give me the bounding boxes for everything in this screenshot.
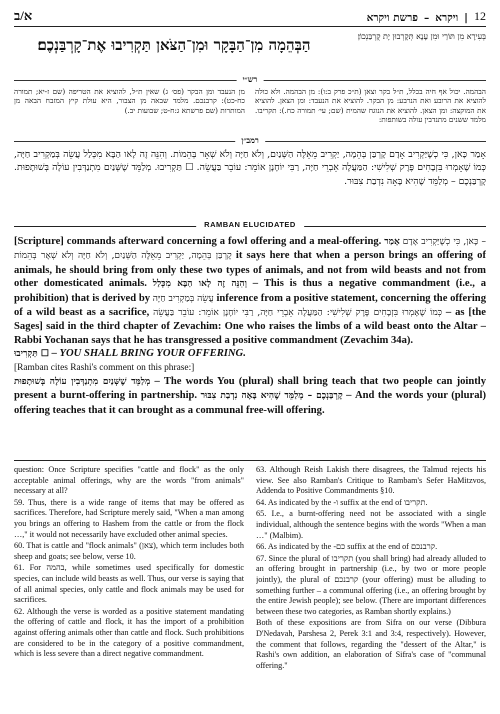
- footnote: 66. As indicated by the -כם suffix at the end of קרבנכם.: [256, 542, 438, 552]
- rashi-right-column: הבהמה. יכול אף חיה בכלל, ת״ל בקר וצאן (ת״כ פרק ב:ו): מן הבהמה. ולא כולה להוציא את הרובע ואת הנרבע: מן הבקר. להוציא את הנעבד: ומן הצאן. להוציא את המוקצה: ומן הצאן. להוציא את הנוגח שהמית (שם; עי׳ תמורה כח.): תקריבו. מלמד ששנים מתנדבין עולה בשותפות:: [255, 87, 486, 124]
- footnote: 60. That is cattle and "flock animals" (צאן), which term includes both sheep and goats; see below, verse 10.: [14, 541, 244, 561]
- footnote: 59. Thus, there is a wide range of items that may be offered as sacrifices. Therefore, had Scripture merely said, "When a man among you brings an offering to Hashem from the cattle or from the flock …," it would not necessarily have excluded other animal species.: [14, 497, 244, 539]
- footnote: Both of these expositions are from Sifra on our verse (Dibbura D'Nedavah, Parshesa 2, Perek 3:1 and 3:4, respectively). However, the comment that follows, regarding the "dessert of the Altar," is Rashi's own addition, an elaboration of Sifra's case of "communal offering.": [256, 618, 486, 670]
- parsha-name: פרשת ויקרא: [366, 12, 418, 24]
- eluc-p4-he-b: קָרְבַּנְכֶם – מְלַמֵּד שֶׁהִיא בָּאָה נִדְבַת צִבּוּר: [200, 391, 343, 402]
- eluc-p1-he-kmo: כְּמוֹ שֶׁאָמְרוּ בִּזְבָחִים פֶּרֶק שְׁלִישִׁי: הַמַּעֲלֶה אֵבְרֵי חַיָּה, רַבִּי יוֹחָנָן אוֹמֵר: עוֹבֵר בַּעֲשֵׂה: [153, 308, 443, 319]
- elucidated-label: RAMBAN ELUCIDATED: [196, 220, 304, 229]
- page-number: 12: [474, 9, 486, 23]
- elucidated-paragraph-1: [14, 235, 486, 347]
- header-right: [367, 9, 486, 24]
- verse-hebrew: הַבְּהֵמָה מִן־הַבָּקָר וּמִן־הַצֹּאן תַּקְרִיבוּ אֶת־קָרְבַּנְכֶם׃: [37, 36, 311, 54]
- eluc-p1-he-kan: – כָּאן, כִּי כְשֶׁיַּקְרִיב אָדָם קָרְבַּן בְּהֵמָה, יַקְרִיב מֵאֵלֶּה הַשְּׁנַיִם, וְלֹא חַיָּה וְלֹא שְׁאָר בְּהֵמוֹת: [14, 237, 486, 262]
- eluc-p4-a: – The words You (plural) shall bring teach that two people can jointly present a burnt-offering in partnership.: [14, 376, 486, 402]
- footnotes-left-column: [14, 461, 244, 705]
- book-name: ויקרא: [435, 12, 459, 24]
- ramban-hebrew-text: אָמַר כָּאן, כִּי כְשֶׁיַּקְרִיב אָדָם קָרְבַּן בְּהֵמָה, יַקְרִיב מֵאֵלֶּה הַשְּׁנַיִם, וְלֹא חַיָּה וְלֹא שְׁאָר בְּהֵמוֹת. וְהִנֵּה זֶה לָאו הַבָּא מִכְּלַל עֲשֵׂה בְּמַקְרִיב חַיָּה, כְּמוֹ שֶׁאָמְרוּ בִּזְבָחִים פֶּרֶק שְׁלִישִׁי: הַמַּעֲלֶה אֵבְרֵי חַיָּה, רַבִּי יוֹחָנָן אוֹמֵר: עוֹבֵר בַּעֲשֵׂה. ☐ תַּקְרִיבוּ. מְלַמֵּד שֶׁשְּׁנַיִם מִתְנַדְּבִין עוֹלָה בְּשׁוּתָפוּת. קָרְבַּנְכֶם – מְלַמֵּד שֶׁהִיא בָּאָה נִדְבַת צִבּוּר.: [14, 149, 486, 187]
- eluc-p4-he-a: מְלַמֵּד שֶׁשְּׁנַיִם מִתְנַדְּבִין עוֹלָה בְּשׁוּתָפוּת: [14, 377, 151, 388]
- eluc-p1-he-ase: עֲשֵׂה בְּמַקְרִיב חַיָּה: [152, 293, 214, 304]
- elucidated-paragraph-3: [Ramban cites Rashi's comment on this phrase:]: [14, 362, 195, 373]
- divider: |: [464, 12, 468, 24]
- elucidated-paragraph-4: [14, 375, 486, 417]
- footnote: 63. Although Reish Lakish there disagrees, the Talmud rejects his view. See also Ramban's Critique to Rambam's Sefer HaMitzvos, Addenda to Positive Commandments §10.: [256, 465, 486, 496]
- eluc-p4-b: – And the words your (plural) offering teaches that it can brought as a communal free-will offering.: [14, 390, 486, 416]
- onkelos-translation: בְּעִירָא מִן תּוֹרֵי וּמִן עָנָא תְּקָרְבוּן יָת קֻרְבַּנְכוֹן׃: [357, 32, 486, 41]
- verse-row: [14, 32, 486, 78]
- eluc-p2-en: – YOU SHALL BRING YOUR OFFERING.: [51, 348, 246, 360]
- footnotes: [14, 460, 486, 707]
- eluc-p1-c: – This is thus a negative commandment (i.e., a prohibition) that is derived by: [14, 278, 486, 304]
- footnote: 67. Since the plural of תקריבו (you shall bring) had already alluded to an offering brought in partnership (i.e., by two or more people jointly), the plural of קרבנכם (your offering) must be alluding to something further – a communal offering (i.e., an offering brought by the entire Jewish people); see below. (There are important differences between these two categories, as Ramban shortly explains.): [256, 553, 486, 616]
- eluc-p1-a: [Scripture] commands afterward concerning a fowl offering and a meal-offering.: [14, 236, 382, 247]
- eluc-p1-b: it says here that when a person brings an offering of animals, he should bring from only these two types of animals, and not from wild beasts and not from other domesticated animals.: [14, 250, 486, 290]
- eluc-p2-he: ☐ תַּקְרִיבוּ: [14, 349, 49, 360]
- elucidated-paragraph-2: [14, 347, 486, 361]
- chapter-verse-ref: א/ב: [14, 8, 33, 23]
- running-header: [14, 8, 486, 27]
- rashi-left-column: מן הנעבד ומן הבקר (פס׳ ג) שאין ת״ל, להוציא את הטריפה (שם ז-יא; תמורה כח-כט): קרבנכם. מלמד שבאה מן הצבור, היא עולת קיץ המזבח הבאה מן המותרות (שם פרשתא ג:ח-ט; שבועות יב.): [14, 87, 245, 115]
- footnote: question: Once Scripture specifies "cattle and flock" as the only acceptable animal offerings, why are the words "from animals" necessary at all?: [14, 465, 244, 496]
- footnote: 62. Although the verse is worded as a positive statement mandating the offering of cattle and flock, it has the import of a prohibition against offering animals other than cattle and flock. Such prohibitions are considered to be in the category of a positive commandment, which is less severe than a direct negative commandment.: [14, 606, 244, 659]
- eluc-p1-he-amar: אָמַר: [384, 237, 400, 247]
- footnotes-right-column: [256, 461, 486, 705]
- ramban-section: [14, 135, 486, 224]
- ramban-elucidated-section: [14, 220, 486, 456]
- eluc-p1-he-hine: וְהִנֵּה זֶה לָאו הַבָּא מִכְּלַל: [152, 279, 247, 290]
- rashi-columns: [14, 81, 486, 135]
- rashi-section: [14, 74, 486, 139]
- eluc-p1-d: inference from a positive statement, concerning the offering of a wild beast as a sacrifice,: [14, 292, 486, 319]
- rashi-label: רש״י: [237, 74, 264, 84]
- book-page: [14, 8, 486, 708]
- footnote: 65. I.e., a burnt-offering need not be associated with a single individual, although the sentence begins with the words "When a man …" (Malbim).: [256, 509, 486, 540]
- eluc-p1-e: – as [the Sages] said in the third chapter of Zevachim: One who raises the limbs of a wild beast onto the Altar – Rabbi Yochanan says that he has transgressed a positive commandment (Zevachim 34a).: [14, 307, 486, 346]
- dash: –: [423, 12, 430, 24]
- footnote: 61. For בהמה, while sometimes used specifically for domestic species, can include wild beasts as well. Thus, our verse is saying that of all animal species, only cattle and flock animals may be used for sacrifices.: [14, 563, 244, 605]
- ramban-label: רמב״ן: [235, 135, 265, 145]
- elucidated-text: [14, 227, 486, 455]
- footnote: 64. As indicated by the -ו suffix at the end of תקריבו.: [256, 497, 428, 507]
